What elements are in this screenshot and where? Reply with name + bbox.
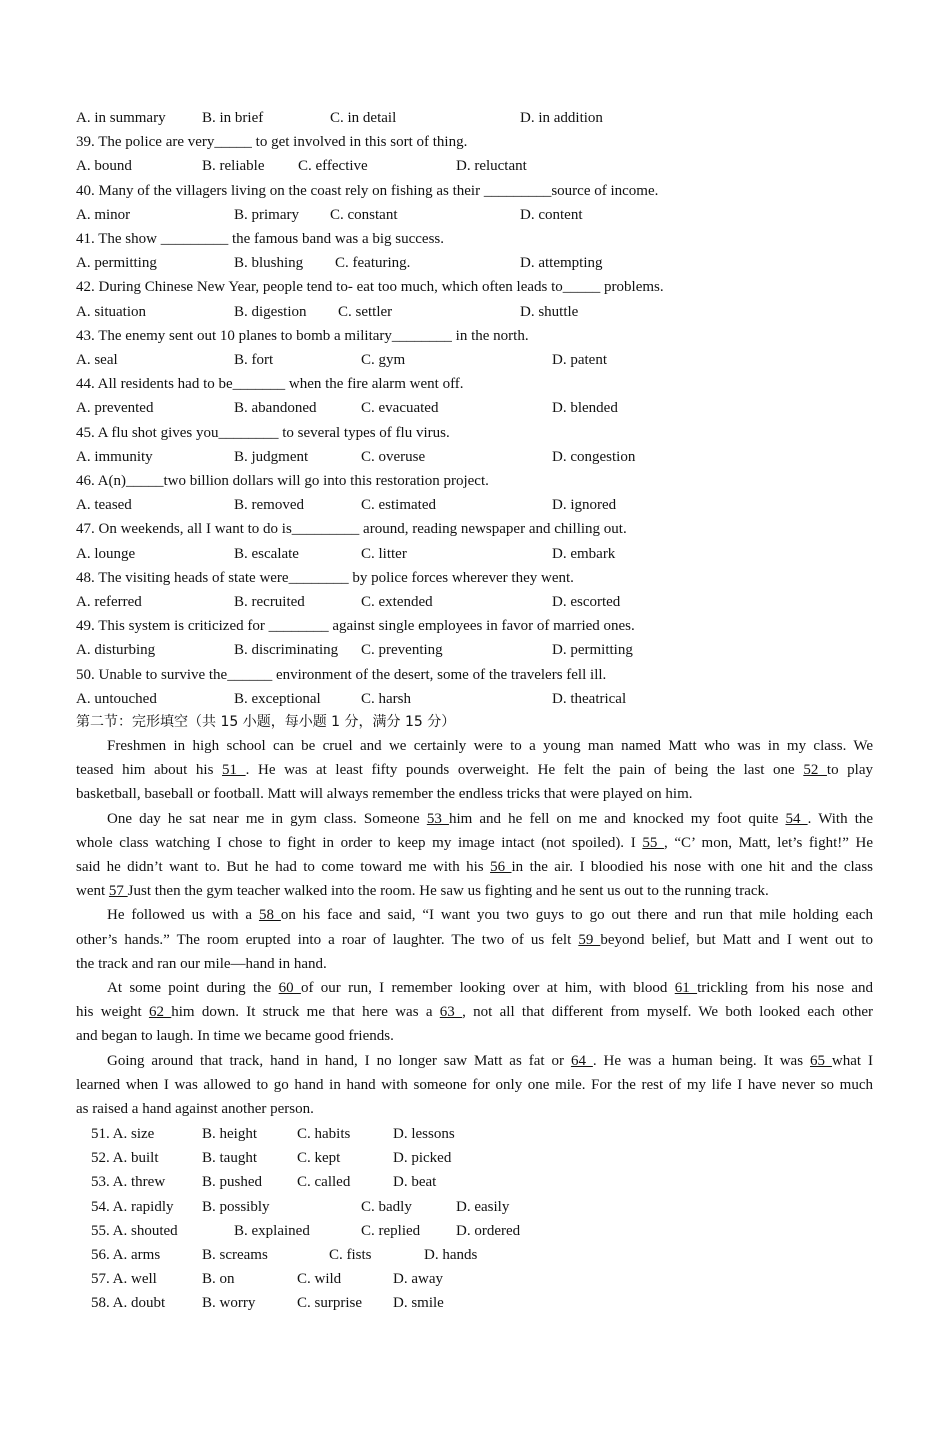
passage-text: , “C’ mon, Matt, let’s fight!” He (663, 834, 874, 851)
passage-text: whole class watching I chose to fight in order to keep my image intact (not spoiled). I (76, 834, 643, 851)
passage-text: in the air. I bloodied his nose with one hit and the class (511, 859, 873, 875)
option-choice: D. content (520, 206, 583, 223)
question-stem: 42. During Chinese New Year, people tend to- eat too much, which often leads to_____ problems. (76, 279, 664, 296)
option-choice: D. shuttle (520, 303, 579, 320)
option-choice: D. ignored (552, 497, 617, 514)
answer-choice: C. replied (361, 1222, 421, 1239)
answer-choice: 57. A. well (91, 1271, 157, 1288)
passage-line (76, 760, 873, 780)
passage-line (76, 1051, 873, 1071)
blank-number: 57 (108, 883, 128, 900)
option-choice: A. bound (76, 158, 132, 175)
passage-text: Freshmen in high school can be cruel and we certainly were to a young man named Matt who was in my class. We (107, 738, 873, 754)
blank-number: 51 (222, 762, 246, 779)
blank-number: 63 (439, 1004, 463, 1021)
option-choice: B. in brief (202, 110, 264, 126)
passage-text: him down. It struck me that here was a (171, 1004, 440, 1021)
option-choice: C. harsh (361, 690, 411, 707)
blank-number: 54 (785, 810, 808, 827)
passage-text: teased him about his (76, 762, 223, 779)
option-choice: A. situation (76, 303, 146, 320)
passage-line (76, 857, 873, 877)
option-choice: C. gym (361, 352, 406, 368)
answer-choice: B. screams (202, 1247, 268, 1263)
option-choice: D. theatrical (552, 690, 627, 707)
option-choice: B. exceptional (234, 690, 321, 707)
option-choice: C. featuring. (335, 255, 411, 272)
blank-number: 52 (803, 762, 827, 779)
passage-line (76, 833, 873, 853)
passage-text: and began to laugh. In time we became good friends. (76, 1028, 394, 1045)
passage-line (76, 809, 873, 829)
option-choice: B. digestion (234, 303, 307, 320)
blank-number: 61 (674, 980, 698, 996)
answer-choice: D. hands (424, 1247, 478, 1263)
passage-text: . He was a human being. It was (592, 1052, 810, 1069)
answer-choice: C. fists (329, 1247, 372, 1263)
blank-number: 55 (642, 834, 664, 851)
option-choice: D. in addition (520, 110, 603, 126)
blank-number: 59 (578, 931, 601, 948)
question-stem: 50. Unable to survive the______ environment of the desert, some of the travelers fell ill. (76, 666, 607, 683)
passage-text: learned when I was allowed to go hand in hand with someone for only one mile. For the rest of my life I have never so much (76, 1076, 873, 1093)
passage-text: basketball, baseball or football. Matt will always remember the endless tricks that were played on him. (76, 786, 693, 803)
answer-choice: B. taught (202, 1150, 257, 1167)
passage-text: . With the (807, 810, 874, 827)
blank-number: 60 (278, 980, 301, 996)
blank-number: 65 (809, 1052, 832, 1069)
option-choice: D. escorted (552, 594, 621, 610)
passage-line (76, 954, 873, 974)
answer-choice: 58. A. doubt (91, 1295, 166, 1312)
option-choice: A. permitting (76, 255, 157, 272)
passage-line (76, 881, 873, 901)
passage-line (76, 1002, 873, 1022)
passage-text: Going around that track, hand in hand, I no longer saw Matt as fat or (107, 1052, 571, 1069)
option-choice: C. litter (361, 545, 407, 562)
option-choice: A. minor (76, 206, 131, 223)
passage-text: to play (826, 762, 874, 779)
answer-choice: D. lessons (393, 1126, 455, 1142)
passage-line (76, 1075, 873, 1095)
answer-choice: 54. A. rapidly (91, 1198, 174, 1215)
option-choice: A. untouched (76, 690, 157, 707)
question-stem: 49. This system is criticized for ________ against single employees in favor of married ones. (76, 618, 635, 635)
question-stem: 44. All residents had to be_______ when the fire alarm went off. (76, 376, 464, 393)
option-choice: A. in summary (76, 110, 166, 126)
blank-number: 53 (426, 810, 449, 827)
question-stem: 46. A(n)_____two billion dollars will go into this restoration project. (76, 473, 489, 489)
answer-choice: 52. A. built (91, 1150, 159, 1167)
blank-number: 58 (258, 907, 281, 924)
option-choice: D. blended (552, 400, 618, 417)
blank-number: 64 (570, 1052, 593, 1069)
passage-text: One day he sat near me in gym class. Someone (107, 810, 427, 827)
option-choice: C. effective (298, 158, 368, 175)
option-choice: D. embark (552, 545, 616, 562)
blank-number: 56 (490, 859, 512, 875)
option-choice: B. fort (234, 352, 274, 368)
passage-text: what I (831, 1052, 874, 1069)
answer-choice: D. picked (393, 1150, 452, 1167)
question-stem: 45. A flu shot gives you________ to several types of flu virus. (76, 424, 450, 441)
answer-choice: 56. A. arms (91, 1247, 161, 1263)
question-stem: 40. Many of the villagers living on the coast rely on fishing as their _________source of income. (76, 182, 659, 199)
option-choice: A. teased (76, 497, 132, 514)
section-title: 第二节：完形填空（共 15 小题，每小题 1 分，满分 15 分） (76, 714, 456, 730)
question-stem: 43. The enemy sent out 10 planes to bomb a military________ in the north. (76, 327, 529, 344)
passage-text: He followed us with a (107, 907, 259, 924)
passage-text: Just then the gym teacher walked into the room. He saw us fighting and he sent us out to the running track. (127, 883, 769, 900)
question-stem: 39. The police are very_____ to get involved in this sort of thing. (76, 134, 468, 151)
passage-text: him and he fell on me and knocked my foot quite (448, 810, 786, 827)
question-stem: 47. On weekends, all I want to do is_________ around, reading newspaper and chilling out. (76, 521, 627, 538)
answer-choice: D. away (393, 1271, 443, 1288)
answer-choice: B. worry (202, 1295, 256, 1312)
answer-choice: C. badly (361, 1198, 412, 1215)
option-choice: C. evacuated (361, 400, 439, 417)
option-choice: A. immunity (76, 448, 153, 465)
option-choice: C. estimated (361, 497, 436, 514)
option-choice: C. extended (361, 594, 433, 610)
option-choice: B. removed (234, 497, 304, 514)
passage-text: his weight (76, 1004, 149, 1021)
passage-line (76, 930, 873, 950)
option-choice: C. preventing (361, 642, 443, 659)
answer-choice: D. smile (393, 1295, 444, 1312)
blank-number: 62 (148, 1004, 172, 1021)
option-choice: B. primary (234, 206, 299, 223)
passage-text: trickling from his nose and (697, 980, 874, 996)
answer-choice: D. ordered (456, 1222, 521, 1239)
option-choice: A. seal (76, 352, 118, 368)
passage-line (76, 978, 873, 998)
answer-choice: B. on (202, 1271, 235, 1288)
passage-line (76, 1099, 873, 1119)
passage-line (76, 736, 873, 756)
option-choice: C. overuse (361, 448, 426, 465)
passage-text: , not all that different from myself. We both looked each other (462, 1004, 874, 1021)
passage-text: other’s hands.” The room erupted into a roar of laughter. The two of us felt (76, 931, 579, 948)
question-stem: 48. The visiting heads of state were________ by police forces wherever they went. (76, 569, 574, 586)
passage-text: went (76, 883, 109, 900)
option-choice: C. constant (330, 206, 398, 223)
option-choice: D. permitting (552, 642, 633, 659)
answer-choice: B. pushed (202, 1174, 262, 1191)
option-choice: B. reliable (202, 158, 265, 175)
option-choice: B. discriminating (234, 642, 339, 659)
answer-choice: 51. A. size (91, 1126, 155, 1142)
option-choice: C. settler (338, 303, 393, 320)
option-choice: A. referred (76, 594, 142, 610)
passage-line (76, 1026, 873, 1046)
option-choice: B. abandoned (234, 400, 317, 417)
option-choice: D. congestion (552, 448, 636, 465)
option-choice: B. blushing (234, 255, 304, 272)
option-choice: D. reluctant (456, 158, 527, 175)
answer-choice: 53. A. threw (91, 1174, 166, 1191)
passage-line (76, 784, 873, 804)
option-choice: B. recruited (234, 594, 305, 610)
passage-text: of our run, I remember looking over at him, with blood (300, 980, 675, 996)
answer-choice: 55. A. shouted (91, 1222, 178, 1239)
answer-choice: B. height (202, 1126, 257, 1142)
answer-choice: B. explained (234, 1222, 310, 1239)
answer-choice: B. possibly (202, 1198, 270, 1215)
option-choice: A. disturbing (76, 642, 156, 659)
answer-choice: C. kept (297, 1150, 341, 1167)
passage-line (76, 905, 873, 925)
passage-text: beyond belief, but Matt and I went out to (600, 931, 873, 948)
option-choice: A. prevented (76, 400, 154, 417)
passage-text: . He was at least fifty pounds overweight. He felt the pain of being the last one (245, 762, 804, 779)
answer-choice: C. wild (297, 1271, 342, 1288)
option-choice: C. in detail (330, 110, 397, 126)
answer-choice: D. beat (393, 1174, 437, 1191)
passage-text: on his face and said, “I want you two guys to go out there and run that mile holding each (280, 907, 873, 924)
option-choice: A. lounge (76, 545, 136, 562)
answer-choice: C. called (297, 1174, 351, 1191)
option-choice: B. judgment (234, 448, 309, 465)
option-choice: B. escalate (234, 545, 299, 562)
passage-text: the track and ran our mile—hand in hand. (76, 955, 327, 972)
passage-text: At some point during the (107, 980, 279, 996)
answer-choice: C. surprise (297, 1295, 362, 1312)
passage-text: as raised a hand against another person. (76, 1101, 314, 1117)
answer-choice: C. habits (297, 1126, 351, 1142)
passage-text: said he didn’t want to. But he had to come toward me with his (76, 859, 491, 875)
answer-choice: D. easily (456, 1198, 510, 1215)
option-choice: D. attempting (520, 255, 603, 272)
question-stem: 41. The show _________ the famous band was a big success. (76, 231, 444, 247)
option-choice: D. patent (552, 352, 607, 368)
